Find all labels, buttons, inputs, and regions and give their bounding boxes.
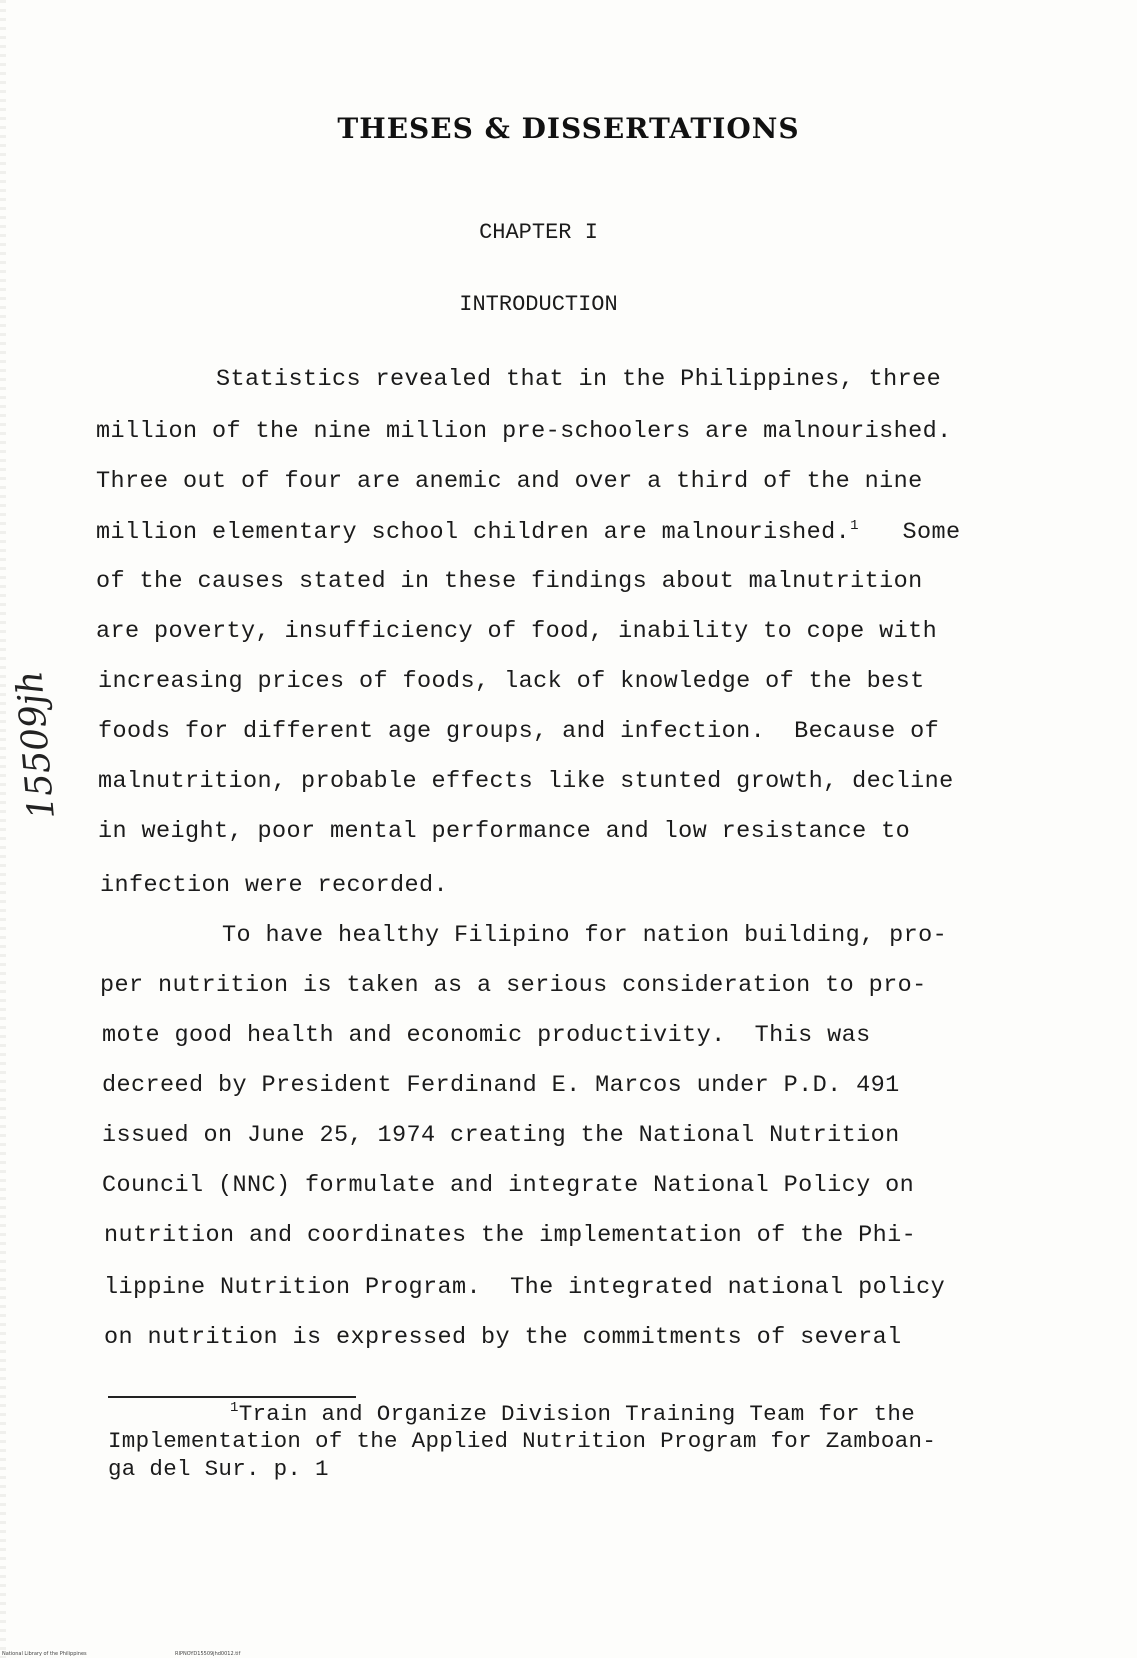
text-line: decreed by President Ferdinand E. Marcos under P.D. 491	[102, 1072, 900, 1099]
text-line: foods for different age groups, and infection. Because of	[98, 718, 940, 745]
handwritten-accession-number: 15509jh	[9, 669, 63, 821]
text-line: To have healthy Filipino for nation building, pro-	[222, 922, 948, 949]
text-line: in weight, poor mental performance and low resistance to	[98, 818, 911, 845]
theses-stamp: THESES & DISSERTATIONS	[337, 112, 800, 145]
text-line: Council (NNC) formulate and integrate National Policy on	[102, 1172, 915, 1199]
text-line: malnutrition, probable effects like stunted growth, decline	[98, 768, 954, 795]
footnote-line: ga del Sur. p. 1	[108, 1456, 329, 1482]
footnote-line: Implementation of the Applied Nutrition Program for Zamboan-	[108, 1428, 937, 1454]
chapter-title: INTRODUCTION	[459, 292, 618, 317]
text-line: Statistics revealed that in the Philippines, three	[216, 366, 942, 393]
footnote-marker: 1	[230, 1400, 239, 1416]
text-line: lippine Nutrition Program. The integrated national policy	[104, 1274, 946, 1301]
text-line: nutrition and coordinates the implementation of the Phi-	[104, 1222, 917, 1249]
text-line: are poverty, insufficiency of food, inability to cope with	[96, 618, 938, 645]
text-line: mote good health and economic productivity. This was	[102, 1022, 871, 1049]
text-line: infection were recorded.	[100, 872, 449, 899]
scan-source: National Library of the Philippines	[2, 1651, 87, 1657]
text-line: on nutrition is expressed by the commitments of several	[104, 1324, 902, 1351]
text-line: of the causes stated in these findings about malnutrition	[96, 568, 923, 595]
text-line: per nutrition is taken as a serious consideration to pro-	[100, 972, 927, 999]
footnote-line: $^1$Train and Organize Division Training Team for the	[230, 1400, 916, 1427]
scan-file-id: RIPNOYD15509jhd0012.tif	[175, 1651, 241, 1657]
footnote-ref: 1	[850, 518, 859, 534]
text-line: million elementary school children are malnourished.$^1$ Some	[96, 518, 961, 546]
text-line: Three out of four are anemic and over a third of the nine	[96, 468, 923, 495]
text-line: increasing prices of foods, lack of knowledge of the best	[98, 668, 925, 695]
chapter-label: CHAPTER I	[479, 220, 598, 245]
text-line: million of the nine million pre-schoolers are malnourished.	[96, 418, 952, 445]
text-line: issued on June 25, 1974 creating the National Nutrition	[102, 1122, 900, 1149]
footnote-rule	[108, 1396, 356, 1398]
